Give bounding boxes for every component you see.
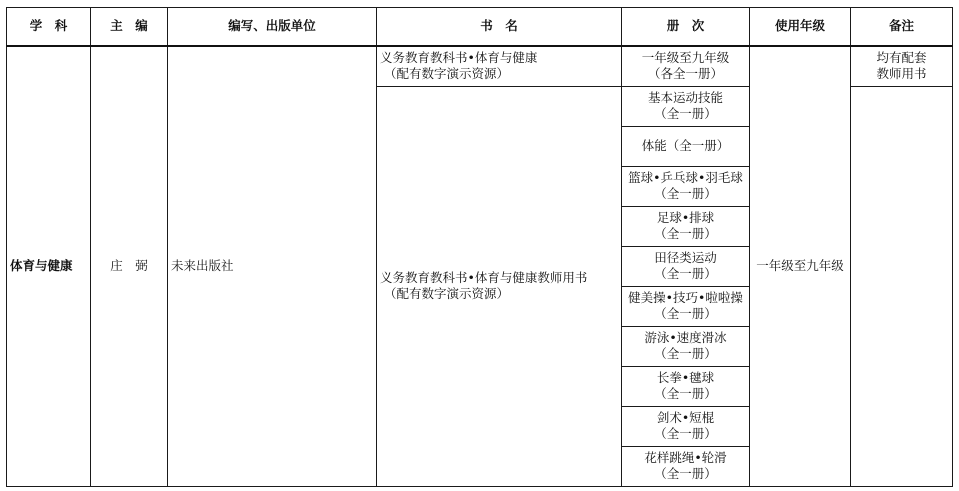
volume-cell [622,366,750,406]
volume-subtext: （全一册） [654,226,717,242]
volume-text: 篮球•乒乓球•羽毛球 [628,170,743,186]
publisher-cell: 未来出版社 [168,46,377,487]
editor-cell: 庄 弼 [91,46,168,487]
volume-cell [622,246,750,286]
volume-text: 花样跳绳•轮滑 [644,450,727,466]
volume-subtext: （全一册） [654,466,717,482]
volume-cell [622,406,750,446]
volume-text: 基本运动技能 [647,90,723,106]
teacher-book-subtitle: （配有数字演示资源） [384,286,510,302]
note-subtext: 教师用书 [876,66,927,82]
teacher-book-title: 义务教育教科书•体育与健康教师用书 [380,270,588,286]
header-volume: 册 次 [622,8,750,46]
volume-text: 一年级至九年级 [641,50,730,66]
volume-subtext: （全一册） [654,186,717,202]
volume-subtext: （全一册） [654,106,717,122]
volume-cell [622,326,750,366]
volume-text: 足球•排球 [656,210,715,226]
volume-cell [622,166,750,206]
book-title: 义务教育教科书•体育与健康 [380,50,538,66]
book-title-cell [377,46,622,87]
note-text: 均有配套 [876,50,927,66]
volume-text: 田径类运动 [654,250,717,266]
volume-text: 剑术•短棍 [656,410,715,426]
header-subject: 学 科 [7,8,91,46]
volume-cell [622,446,750,486]
volume-cell [622,206,750,246]
volume-cell [622,46,750,87]
teacher-book-title-cell [377,86,622,486]
subject-cell: 体育与健康 [7,46,91,487]
book-subtitle: （配有数字演示资源） [384,66,510,82]
textbook-catalog-table [6,7,953,487]
volume-subtext: （全一册） [654,266,717,282]
header-row [7,8,953,46]
volume-subtext: （全一册） [654,386,717,402]
table-row [7,46,953,87]
grade-cell: 一年级至九年级 [750,46,851,487]
header-editor: 主 编 [91,8,168,46]
header-note: 备注 [851,8,953,46]
volume-text: 长拳•毽球 [656,370,715,386]
volume-cell [622,86,750,126]
volume-subtext: （全一册） [654,346,717,362]
volume-text: 健美操•技巧•啦啦操 [628,290,743,306]
volume-text: 游泳•速度滑冰 [644,330,727,346]
header-book-title: 书 名 [377,8,622,46]
header-grade: 使用年级 [750,8,851,46]
volume-subtext: （全一册） [654,306,717,322]
volume-subtext: （各全一册） [647,66,723,82]
note-cell [851,46,953,87]
volume-text: 体能（全一册） [641,138,730,154]
header-publisher: 编写、出版单位 [168,8,377,46]
volume-cell [622,286,750,326]
volume-subtext: （全一册） [654,426,717,442]
note-empty-cell [851,86,953,486]
volume-cell [622,126,750,166]
